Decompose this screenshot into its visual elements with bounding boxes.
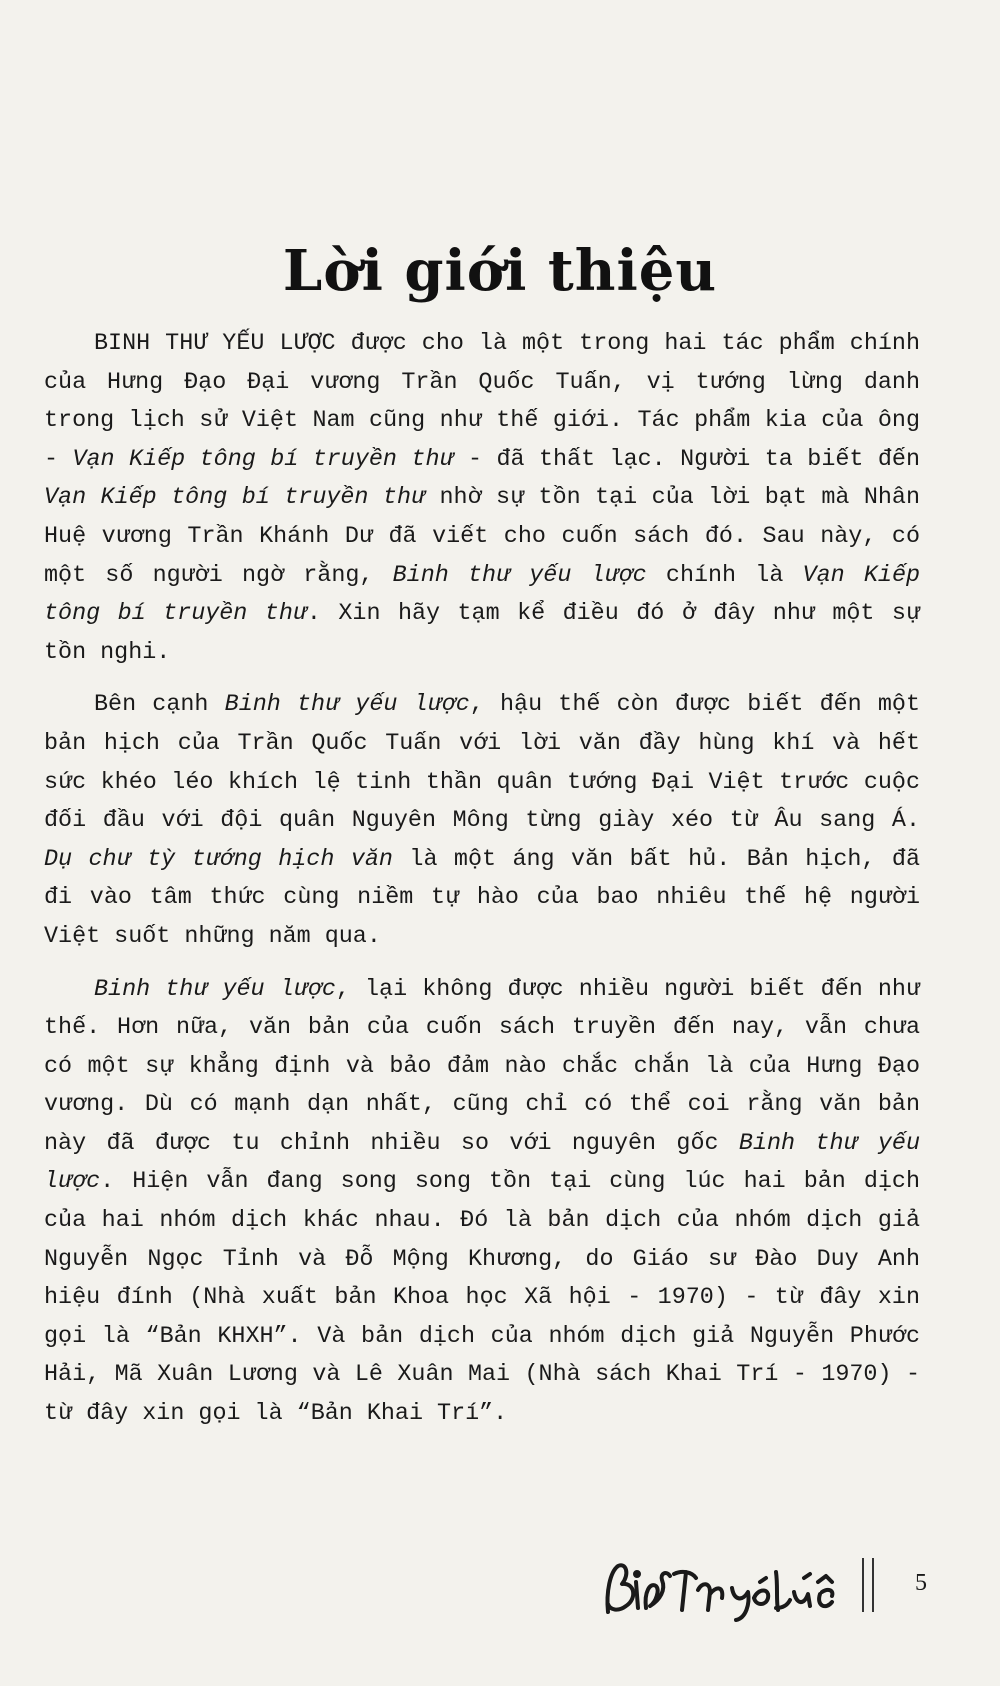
- text-run: chính là: [646, 562, 803, 589]
- page-title: Lời giới thiệu: [282, 237, 718, 304]
- page-number: 5: [915, 1570, 927, 1596]
- italic-title: Vạn Kiếp tông bí truyền thư: [44, 485, 426, 512]
- italic-title: Vạn Kiếp tông bí truyền thư: [72, 446, 454, 473]
- text-run: là một áng văn bất hủ. Bản hịch, đã đi vào tâm thức cùng niềm tự hào của bao nhiêu thế hệ người Việt suốt những năm qua.: [44, 846, 920, 950]
- paragraph: [44, 971, 920, 1434]
- italic-title: Binh thư yếu lược: [392, 562, 647, 589]
- paragraph: [44, 325, 920, 672]
- text-run: - đã thất lạc. Người ta biết đến: [453, 446, 920, 473]
- text-run: . Hiện vẫn đang song song tồn tại cùng lúc hai bản dịch của hai nhóm dịch khác nhau. Đó là bản dịch của nhóm dịch giả Nguyễn Ngọc Tỉnh và Đỗ Mộng Khương, do Giáo sư Đào Duy Anh hiệu đính (Nhà xuất bản Khoa học Xã hội - 1970) - từ đây xin gọi là “Bản KHXH”. Và bản dịch của nhóm dịch giả Nguyễn Phước Hải, Mã Xuân Lương và Lê Xuân Mai (Nhà sách Khai Trí - 1970) - từ đây xin gọi là “Bản Khai Trí”.: [44, 1169, 920, 1428]
- text-run: Bên cạnh: [94, 692, 225, 719]
- text-run: BINH THƯ YẾU LƯỢC được cho là một trong hai tác phẩm chính của Hưng Đạo Đại vương Trần Quốc Tuấn, vị tướng lừng danh trong lịch sử Việt Nam cũng như thế giới. Tác phẩm kia của ông -: [44, 331, 920, 473]
- paragraph: [44, 686, 920, 956]
- text-run: , hậu thế còn được biết đến một bản hịch của Trần Quốc Tuấn với lời văn đầy hùng khí và hết sức khéo léo khích lệ tinh thần quân tướng Đại Việt trước cuộc đối đầu với đội quân Nguyên Mông từng giày xéo từ Âu sang Á.: [44, 692, 921, 835]
- italic-title: Binh thư yếu lược: [44, 1130, 920, 1196]
- page-footer: [600, 1550, 940, 1630]
- separator-bar-left: [862, 1558, 864, 1612]
- body-text: [44, 325, 920, 1448]
- text-run: nhờ sự tồn tại của lời bạt mà Nhân Huệ vương Trần Khánh Dư đã viết cho cuốn sách đó. Sau này, có một số người ngờ rằng,: [44, 485, 920, 589]
- italic-title: Binh thư yếu lược: [224, 692, 470, 719]
- italic-title: Vạn Kiếp tông bí truyền thư: [44, 562, 921, 628]
- italic-title: Dụ chư tỳ tướng hịch văn: [44, 846, 393, 873]
- separator-bar-right: [872, 1558, 874, 1612]
- text-run: , lại không được nhiều người biết đến như thế. Hơn nữa, văn bản của cuốn sách truyền đến nay, vẫn chưa có một sự khẳng định và bảo đảm nào chắc chắn là của Hưng Đạo vương. Dù có mạnh dạn nhất, cũng chỉ có thể coi rằng văn bản này đã được tu chỉnh nhiều so với nguyên gốc: [44, 976, 920, 1157]
- italic-title: Binh thư yếu lược: [94, 976, 336, 1003]
- text-run: . Xin hãy tạm kể điều đó ở đây như một sự tồn nghi.: [44, 601, 920, 666]
- running-title-calligraphy: [600, 1552, 860, 1624]
